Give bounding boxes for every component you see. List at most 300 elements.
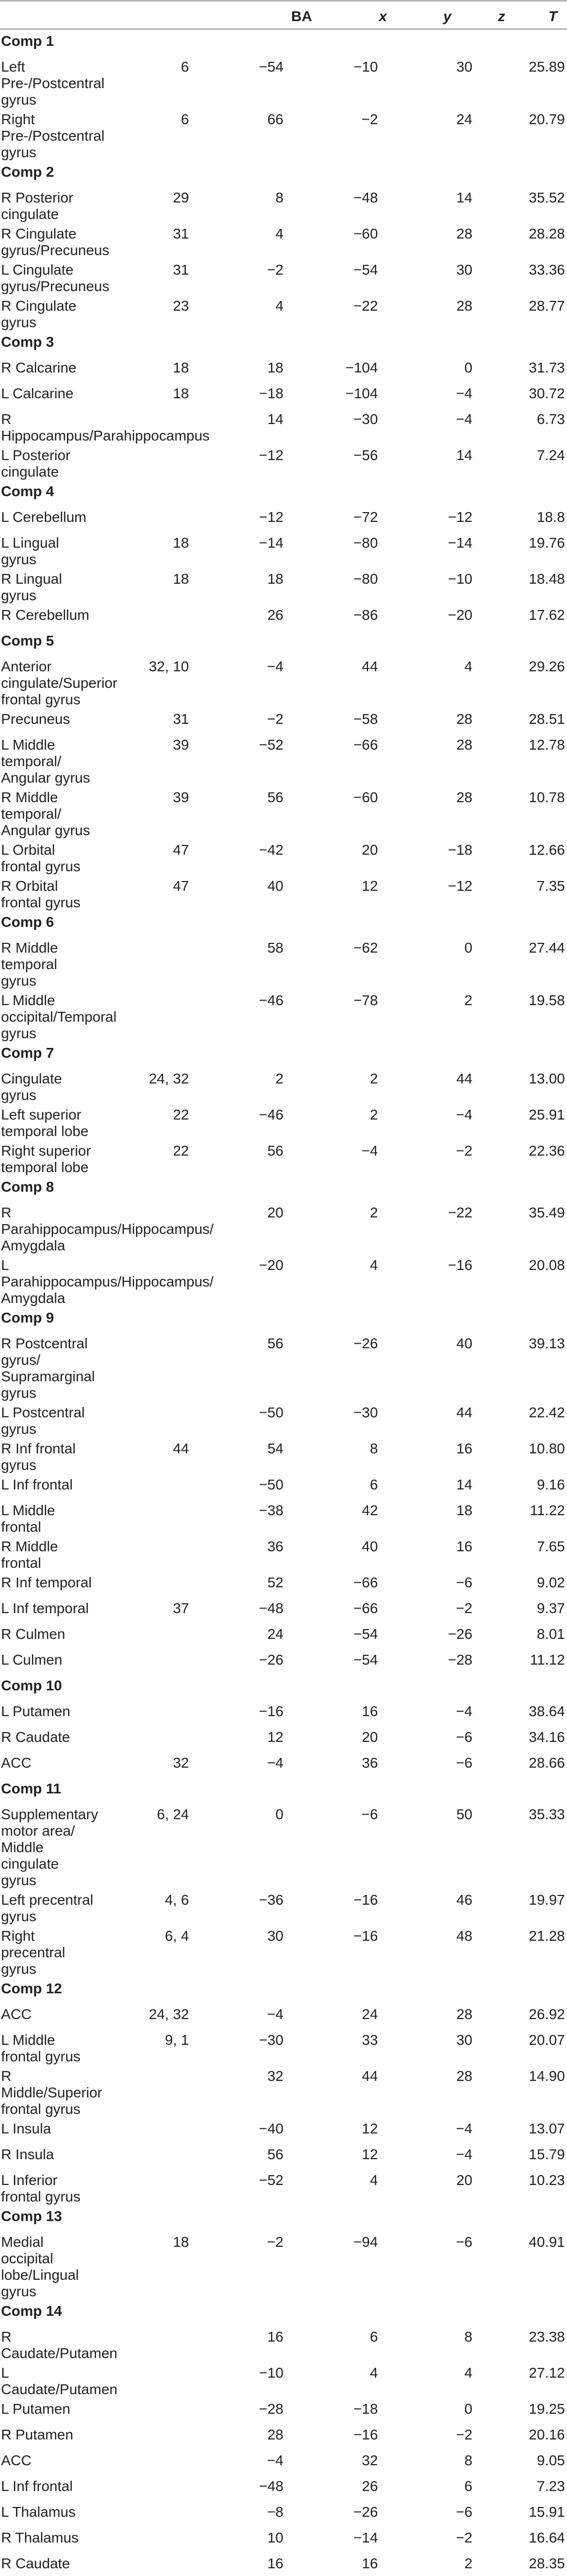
y-cell: −66 xyxy=(353,737,378,753)
table-row xyxy=(0,187,567,223)
region-cell: R Posterior cingulate xyxy=(1,190,74,222)
table-row xyxy=(0,1201,567,1254)
z-cell: 8 xyxy=(464,2329,473,2345)
component-label: Comp 6 xyxy=(1,914,54,930)
z-cell: −4 xyxy=(456,2121,473,2137)
y-cell: −58 xyxy=(353,711,378,727)
table-row xyxy=(0,839,567,875)
component-label: Comp 14 xyxy=(1,2303,62,2319)
component-header-row xyxy=(0,2300,567,2326)
ba-cell xyxy=(94,2362,189,2398)
x-cell: −48 xyxy=(259,2478,284,2494)
t-cell: 19.97 xyxy=(528,1892,565,1908)
table-row xyxy=(0,1597,567,1623)
z-cell: 18 xyxy=(456,1502,473,1518)
y-cell: −16 xyxy=(353,1928,378,1944)
z-cell: 30 xyxy=(456,59,473,75)
y-cell: −80 xyxy=(353,535,378,551)
component-label: Comp 12 xyxy=(1,1980,62,1996)
region-cell: L Orbital frontal gyrus xyxy=(1,842,81,874)
region-cell: R Parahippocampus/Hippocampus/ Amygdala xyxy=(1,1205,214,1253)
ba-cell: 24, 32 xyxy=(148,1071,189,1087)
region-cell: Left Pre-/Postcentral gyrus xyxy=(1,59,105,108)
z-cell: −2 xyxy=(456,2427,473,2443)
ba-cell: 32 xyxy=(173,1755,189,1771)
region-cell: Right Pre-/Postcentral gyrus xyxy=(1,111,105,160)
table-row xyxy=(0,1925,567,1977)
region-cell: L Caudate/Putamen xyxy=(1,2365,118,2397)
region-cell: Left precentral gyrus xyxy=(1,1892,93,1924)
y-cell: 32 xyxy=(362,2452,378,2468)
ba-cell: 18 xyxy=(173,571,189,587)
table-row xyxy=(0,1889,567,1925)
ba-cell xyxy=(94,2424,189,2449)
y-cell: −16 xyxy=(353,2427,378,2443)
x-cell: −38 xyxy=(259,1502,284,1518)
x-cell: −48 xyxy=(259,1600,284,1616)
region-cell: L Middle occipital/Temporal gyrus xyxy=(1,992,117,1041)
ba-cell: 32, 10 xyxy=(148,658,189,674)
component-header-row xyxy=(0,1777,567,1803)
z-cell: 28 xyxy=(456,2006,473,2022)
z-cell: 4 xyxy=(464,658,473,674)
x-cell: 12 xyxy=(267,1729,284,1745)
ba-cell xyxy=(94,2552,189,2576)
y-cell: 36 xyxy=(362,1755,378,1771)
y-cell: −54 xyxy=(353,1626,378,1642)
t-cell: 35.49 xyxy=(528,1205,565,1221)
region-cell: L Posterior cingulate xyxy=(1,447,71,480)
ba-cell: 47 xyxy=(173,878,189,894)
ba-cell: 18 xyxy=(173,2234,189,2250)
region-cell: Right superior temporal lobe xyxy=(1,1143,91,1175)
z-cell: 2 xyxy=(464,2555,473,2571)
component-header-row xyxy=(0,1977,567,2003)
x-cell: 28 xyxy=(267,2427,284,2443)
y-cell: 12 xyxy=(362,878,378,894)
x-cell: 16 xyxy=(267,2329,284,2345)
x-cell: −26 xyxy=(259,1652,284,1668)
table-row xyxy=(0,1649,567,1674)
y-cell: −66 xyxy=(353,1600,378,1616)
z-cell: −14 xyxy=(447,535,473,551)
y-cell: −30 xyxy=(353,1404,378,1420)
table-row xyxy=(0,568,567,604)
table-row xyxy=(0,2449,567,2475)
x-cell: −18 xyxy=(259,385,284,401)
table-row xyxy=(0,1254,567,1307)
t-cell: 26.92 xyxy=(528,2006,565,2022)
y-cell: −86 xyxy=(353,607,378,623)
z-cell: 4 xyxy=(464,2365,473,2381)
table-row xyxy=(0,1535,567,1571)
x-cell: 56 xyxy=(267,1335,284,1351)
z-cell: 20 xyxy=(456,2172,473,2188)
y-cell: 2 xyxy=(370,1071,378,1087)
t-cell: 7.65 xyxy=(537,1538,565,1554)
ba-cell xyxy=(94,2143,189,2169)
region-cell: R Lingual gyrus xyxy=(1,571,62,603)
ba-cell xyxy=(94,2398,189,2424)
x-cell: −30 xyxy=(259,2032,284,2048)
x-cell: 2 xyxy=(275,1071,284,1087)
y-cell: −14 xyxy=(353,2530,378,2546)
x-cell: −40 xyxy=(259,2121,284,2137)
y-cell: −104 xyxy=(345,385,378,401)
x-cell: −52 xyxy=(259,2172,284,2188)
region-cell: L Inf temporal xyxy=(1,1600,89,1616)
y-cell: 4 xyxy=(370,2172,378,2188)
ba-cell: 22 xyxy=(173,1107,189,1123)
t-cell: 22.42 xyxy=(528,1404,565,1420)
ba-cell: 6 xyxy=(181,59,189,75)
table-row xyxy=(0,2552,567,2576)
t-cell: 25.89 xyxy=(528,59,565,75)
region-cell: L Parahippocampus/Hippocampus/ Amygdala xyxy=(1,1257,214,1306)
ba-cell xyxy=(94,1571,189,1597)
x-cell: 20 xyxy=(267,1205,284,1221)
z-cell: 44 xyxy=(456,1404,473,1420)
t-cell: 11.22 xyxy=(530,1502,565,1518)
t-cell: 28.51 xyxy=(528,711,565,727)
region-cell: L Middle frontal gyrus xyxy=(1,2032,81,2064)
x-cell: 18 xyxy=(267,571,284,587)
t-cell: 14.90 xyxy=(528,2068,565,2084)
x-cell: −50 xyxy=(259,1477,284,1493)
ba-cell: 18 xyxy=(173,360,189,376)
region-cell: L Putamen xyxy=(1,2401,71,2417)
t-cell: 7.24 xyxy=(537,447,565,463)
z-cell: −4 xyxy=(456,411,473,427)
z-cell: 0 xyxy=(464,360,473,376)
table-row xyxy=(0,56,567,108)
table-row xyxy=(0,357,567,382)
t-cell: 27.12 xyxy=(528,2365,565,2381)
t-cell: 18.48 xyxy=(528,571,565,587)
y-cell: 12 xyxy=(362,2121,378,2137)
y-cell: −78 xyxy=(353,992,378,1008)
table-row xyxy=(0,506,567,532)
z-cell: 14 xyxy=(456,190,473,206)
y-cell: −6 xyxy=(361,1806,378,1822)
ba-cell xyxy=(94,2475,189,2501)
z-cell: 48 xyxy=(456,1928,473,1944)
z-cell: 28 xyxy=(456,2068,473,2084)
region-cell: R Hippocampus/Parahippocampus xyxy=(1,411,210,444)
t-cell: 34.16 xyxy=(528,1729,565,1745)
table-row xyxy=(0,2475,567,2501)
y-cell: −48 xyxy=(353,190,378,206)
z-cell: 2 xyxy=(464,992,473,1008)
ba-cell xyxy=(94,1332,189,1401)
x-cell: −14 xyxy=(259,535,284,551)
x-cell: −52 xyxy=(259,737,284,753)
z-cell: −10 xyxy=(447,571,473,587)
region-cell: R Putamen xyxy=(1,2427,74,2443)
t-cell: 19.58 xyxy=(528,992,565,1008)
table-row xyxy=(0,786,567,839)
region-cell: R Middle/Superior frontal gyrus xyxy=(1,2068,103,2117)
x-cell: −54 xyxy=(259,59,284,75)
z-cell: −4 xyxy=(456,1107,473,1123)
z-cell: 14 xyxy=(456,447,473,463)
y-cell: 4 xyxy=(370,1257,378,1273)
x-cell: −10 xyxy=(259,2365,284,2381)
y-cell: 20 xyxy=(362,1729,378,1745)
z-cell: 28 xyxy=(456,737,473,753)
z-cell: −16 xyxy=(447,1257,473,1273)
table-row xyxy=(0,2003,567,2029)
table-row xyxy=(0,1067,567,1104)
t-cell: 9.16 xyxy=(537,1477,565,1493)
ba-cell xyxy=(94,1473,189,1499)
y-cell: 33 xyxy=(362,2032,378,2048)
ba-cell: 23 xyxy=(173,298,189,314)
table-row xyxy=(0,1140,567,1176)
x-cell: 18 xyxy=(267,360,284,376)
table-row xyxy=(0,937,567,989)
ba-cell xyxy=(94,2527,189,2552)
y-cell: −80 xyxy=(353,571,378,587)
component-label: Comp 11 xyxy=(1,1781,61,1797)
y-cell: 40 xyxy=(362,1538,378,1554)
component-header-row xyxy=(0,1307,567,1332)
ba-cell xyxy=(94,2169,189,2205)
x-cell: −2 xyxy=(266,262,284,278)
ba-cell xyxy=(94,1499,189,1535)
t-cell: 27.44 xyxy=(528,940,565,956)
table-row xyxy=(0,1437,567,1473)
y-cell: 44 xyxy=(362,658,378,674)
x-cell: 56 xyxy=(267,1143,284,1159)
z-cell: −2 xyxy=(456,2530,473,2546)
component-header-row xyxy=(0,30,567,56)
ba-cell: 47 xyxy=(173,842,189,858)
x-cell: −46 xyxy=(259,1107,284,1123)
t-cell: 13.00 xyxy=(528,1071,565,1087)
ba-cell xyxy=(94,2065,189,2117)
x-cell: 30 xyxy=(267,1928,284,1944)
y-cell: 12 xyxy=(362,2146,378,2162)
y-cell: −72 xyxy=(353,509,378,525)
component-header-row xyxy=(0,630,567,655)
z-cell: 24 xyxy=(456,111,473,127)
table-row xyxy=(0,2326,567,2362)
y-cell: −62 xyxy=(353,940,378,956)
z-cell: −26 xyxy=(447,1626,473,1642)
ba-cell: 18 xyxy=(173,535,189,551)
z-cell: 16 xyxy=(456,1440,473,1456)
component-label: Comp 8 xyxy=(1,1179,54,1195)
ba-cell: 31 xyxy=(173,262,189,278)
t-cell: 23.38 xyxy=(528,2329,565,2345)
t-cell: 39.13 xyxy=(528,1335,565,1351)
data-table xyxy=(0,30,567,2576)
component-header-row xyxy=(0,1674,567,1700)
region-cell: R Thalamus xyxy=(1,2530,79,2546)
region-cell: L Cingulate gyrus/Precuneus xyxy=(1,262,110,294)
component-header-row xyxy=(0,911,567,937)
table-row xyxy=(0,2398,567,2424)
table-row xyxy=(0,382,567,408)
x-cell: −4 xyxy=(266,2452,284,2468)
y-cell: −54 xyxy=(353,262,378,278)
table-row xyxy=(0,2424,567,2449)
region-cell: L Insula xyxy=(1,2121,52,2137)
ba-cell: 6, 24 xyxy=(157,1806,189,1822)
t-cell: 19.76 xyxy=(528,535,565,551)
x-cell: −42 xyxy=(259,842,284,858)
t-cell: 25.91 xyxy=(528,1107,565,1123)
z-cell: −6 xyxy=(456,2234,473,2250)
y-cell: 6 xyxy=(370,2329,378,2345)
ba-cell xyxy=(94,1700,189,1726)
ba-cell xyxy=(94,506,189,532)
x-cell: 54 xyxy=(267,1440,284,1456)
ba-cell xyxy=(94,604,189,630)
region-cell: Precuneus xyxy=(1,711,70,727)
table-row xyxy=(0,1571,567,1597)
region-cell: R Inf frontal gyrus xyxy=(1,1440,76,1473)
t-cell: 7.35 xyxy=(537,878,565,894)
table-row xyxy=(0,708,567,734)
table-row xyxy=(0,604,567,630)
ba-cell: 9, 1 xyxy=(164,2032,189,2048)
ba-cell: 4, 6 xyxy=(164,1892,189,1908)
t-cell: 15.79 xyxy=(528,2146,565,2162)
region-cell: L Inf frontal xyxy=(1,1477,73,1493)
t-cell: 19.25 xyxy=(528,2401,565,2417)
ba-cell xyxy=(94,1623,189,1649)
x-cell: −20 xyxy=(259,1257,284,1273)
table-row xyxy=(0,1803,567,1889)
ba-cell: 39 xyxy=(173,789,189,805)
z-cell: 0 xyxy=(464,940,473,956)
t-cell: 17.62 xyxy=(528,607,565,623)
region-cell: R Cingulate gyrus/Precuneus xyxy=(1,226,110,258)
ba-cell xyxy=(94,2501,189,2527)
region-cell: R Insula xyxy=(1,2146,54,2162)
ba-cell: 31 xyxy=(173,711,189,727)
region-cell: L Culmen xyxy=(1,1652,62,1668)
z-cell: 40 xyxy=(456,1335,473,1351)
y-cell: 4 xyxy=(370,2365,378,2381)
component-header-row xyxy=(0,2205,567,2231)
region-cell: R Calcarine xyxy=(1,360,77,376)
t-cell: 38.64 xyxy=(528,1703,565,1719)
y-cell: −26 xyxy=(353,2504,378,2520)
ba-cell: 6, 4 xyxy=(164,1928,189,1944)
t-cell: 20.16 xyxy=(528,2427,565,2443)
ba-cell: 22 xyxy=(173,1143,189,1159)
table-row xyxy=(0,2065,567,2117)
t-cell: 15.91 xyxy=(528,2504,565,2520)
ba-cell: 6 xyxy=(181,111,189,127)
t-cell: 12.78 xyxy=(528,737,565,753)
component-header-row xyxy=(0,161,567,187)
y-cell: −56 xyxy=(353,447,378,463)
x-cell: −12 xyxy=(259,509,284,525)
table-row xyxy=(0,1726,567,1752)
region-cell: Left superior temporal lobe xyxy=(1,1107,89,1139)
x-cell: −8 xyxy=(266,2504,284,2520)
x-cell: 16 xyxy=(267,2555,284,2571)
x-cell: 8 xyxy=(275,190,284,206)
y-cell: 16 xyxy=(362,2555,378,2571)
x-cell: −4 xyxy=(266,658,284,674)
region-cell: R Middle frontal xyxy=(1,1538,58,1571)
component-label: Comp 13 xyxy=(1,2208,62,2224)
x-cell: 32 xyxy=(267,2068,284,2084)
table-row xyxy=(0,2362,567,2398)
t-cell: 9.37 xyxy=(537,1600,565,1616)
region-cell: R Cingulate gyrus xyxy=(1,298,77,330)
t-cell: 29.26 xyxy=(528,658,565,674)
x-cell: 56 xyxy=(267,2146,284,2162)
z-cell: −6 xyxy=(456,1729,473,1745)
y-cell: −60 xyxy=(353,226,378,242)
x-cell: 66 xyxy=(267,111,284,127)
ba-cell xyxy=(94,1401,189,1437)
component-header-row xyxy=(0,480,567,506)
z-cell: −2 xyxy=(456,1143,473,1159)
ba-cell xyxy=(94,2117,189,2143)
x-cell: −28 xyxy=(259,2401,284,2417)
x-cell: 4 xyxy=(275,298,284,314)
t-cell: 10.80 xyxy=(528,1440,565,1456)
header-ba: BA xyxy=(291,8,312,24)
z-cell: −4 xyxy=(456,2146,473,2162)
ba-cell: 18 xyxy=(173,385,189,401)
y-cell: −60 xyxy=(353,789,378,805)
component-label: Comp 3 xyxy=(1,334,54,350)
z-cell: 28 xyxy=(456,711,473,727)
region-cell: L Thalamus xyxy=(1,2504,76,2520)
t-cell: 8.01 xyxy=(537,1626,565,1642)
z-cell: 46 xyxy=(456,1892,473,1908)
region-cell: ACC xyxy=(1,2006,32,2022)
header-x: x xyxy=(379,8,387,24)
t-cell: 28.77 xyxy=(528,298,565,314)
table-row xyxy=(0,1332,567,1401)
t-cell: 7.23 xyxy=(537,2478,565,2494)
table-row xyxy=(0,2501,567,2527)
region-cell: R Middle temporal gyrus xyxy=(1,940,58,989)
t-cell: 20.79 xyxy=(528,111,565,127)
table-row xyxy=(0,2231,567,2300)
y-cell: −104 xyxy=(345,360,378,376)
table-row xyxy=(0,1499,567,1535)
t-cell: 31.73 xyxy=(528,360,565,376)
table-row xyxy=(0,1401,567,1437)
t-cell: 10.23 xyxy=(528,2172,565,2188)
ba-cell: 29 xyxy=(173,190,189,206)
t-cell: 21.28 xyxy=(528,1928,565,1944)
y-cell: 24 xyxy=(362,2006,378,2022)
y-cell: −30 xyxy=(353,411,378,427)
t-cell: 13.07 xyxy=(528,2121,565,2137)
table-row xyxy=(0,259,567,295)
region-cell: L Inf frontal xyxy=(1,2478,73,2494)
table-row xyxy=(0,989,567,1042)
z-cell: −28 xyxy=(447,1652,473,1668)
table-row xyxy=(0,875,567,911)
z-cell: −22 xyxy=(447,1205,473,1221)
y-cell: 20 xyxy=(362,842,378,858)
x-cell: 24 xyxy=(267,1626,284,1642)
component-label: Comp 7 xyxy=(1,1045,54,1061)
y-cell: −10 xyxy=(353,59,378,75)
